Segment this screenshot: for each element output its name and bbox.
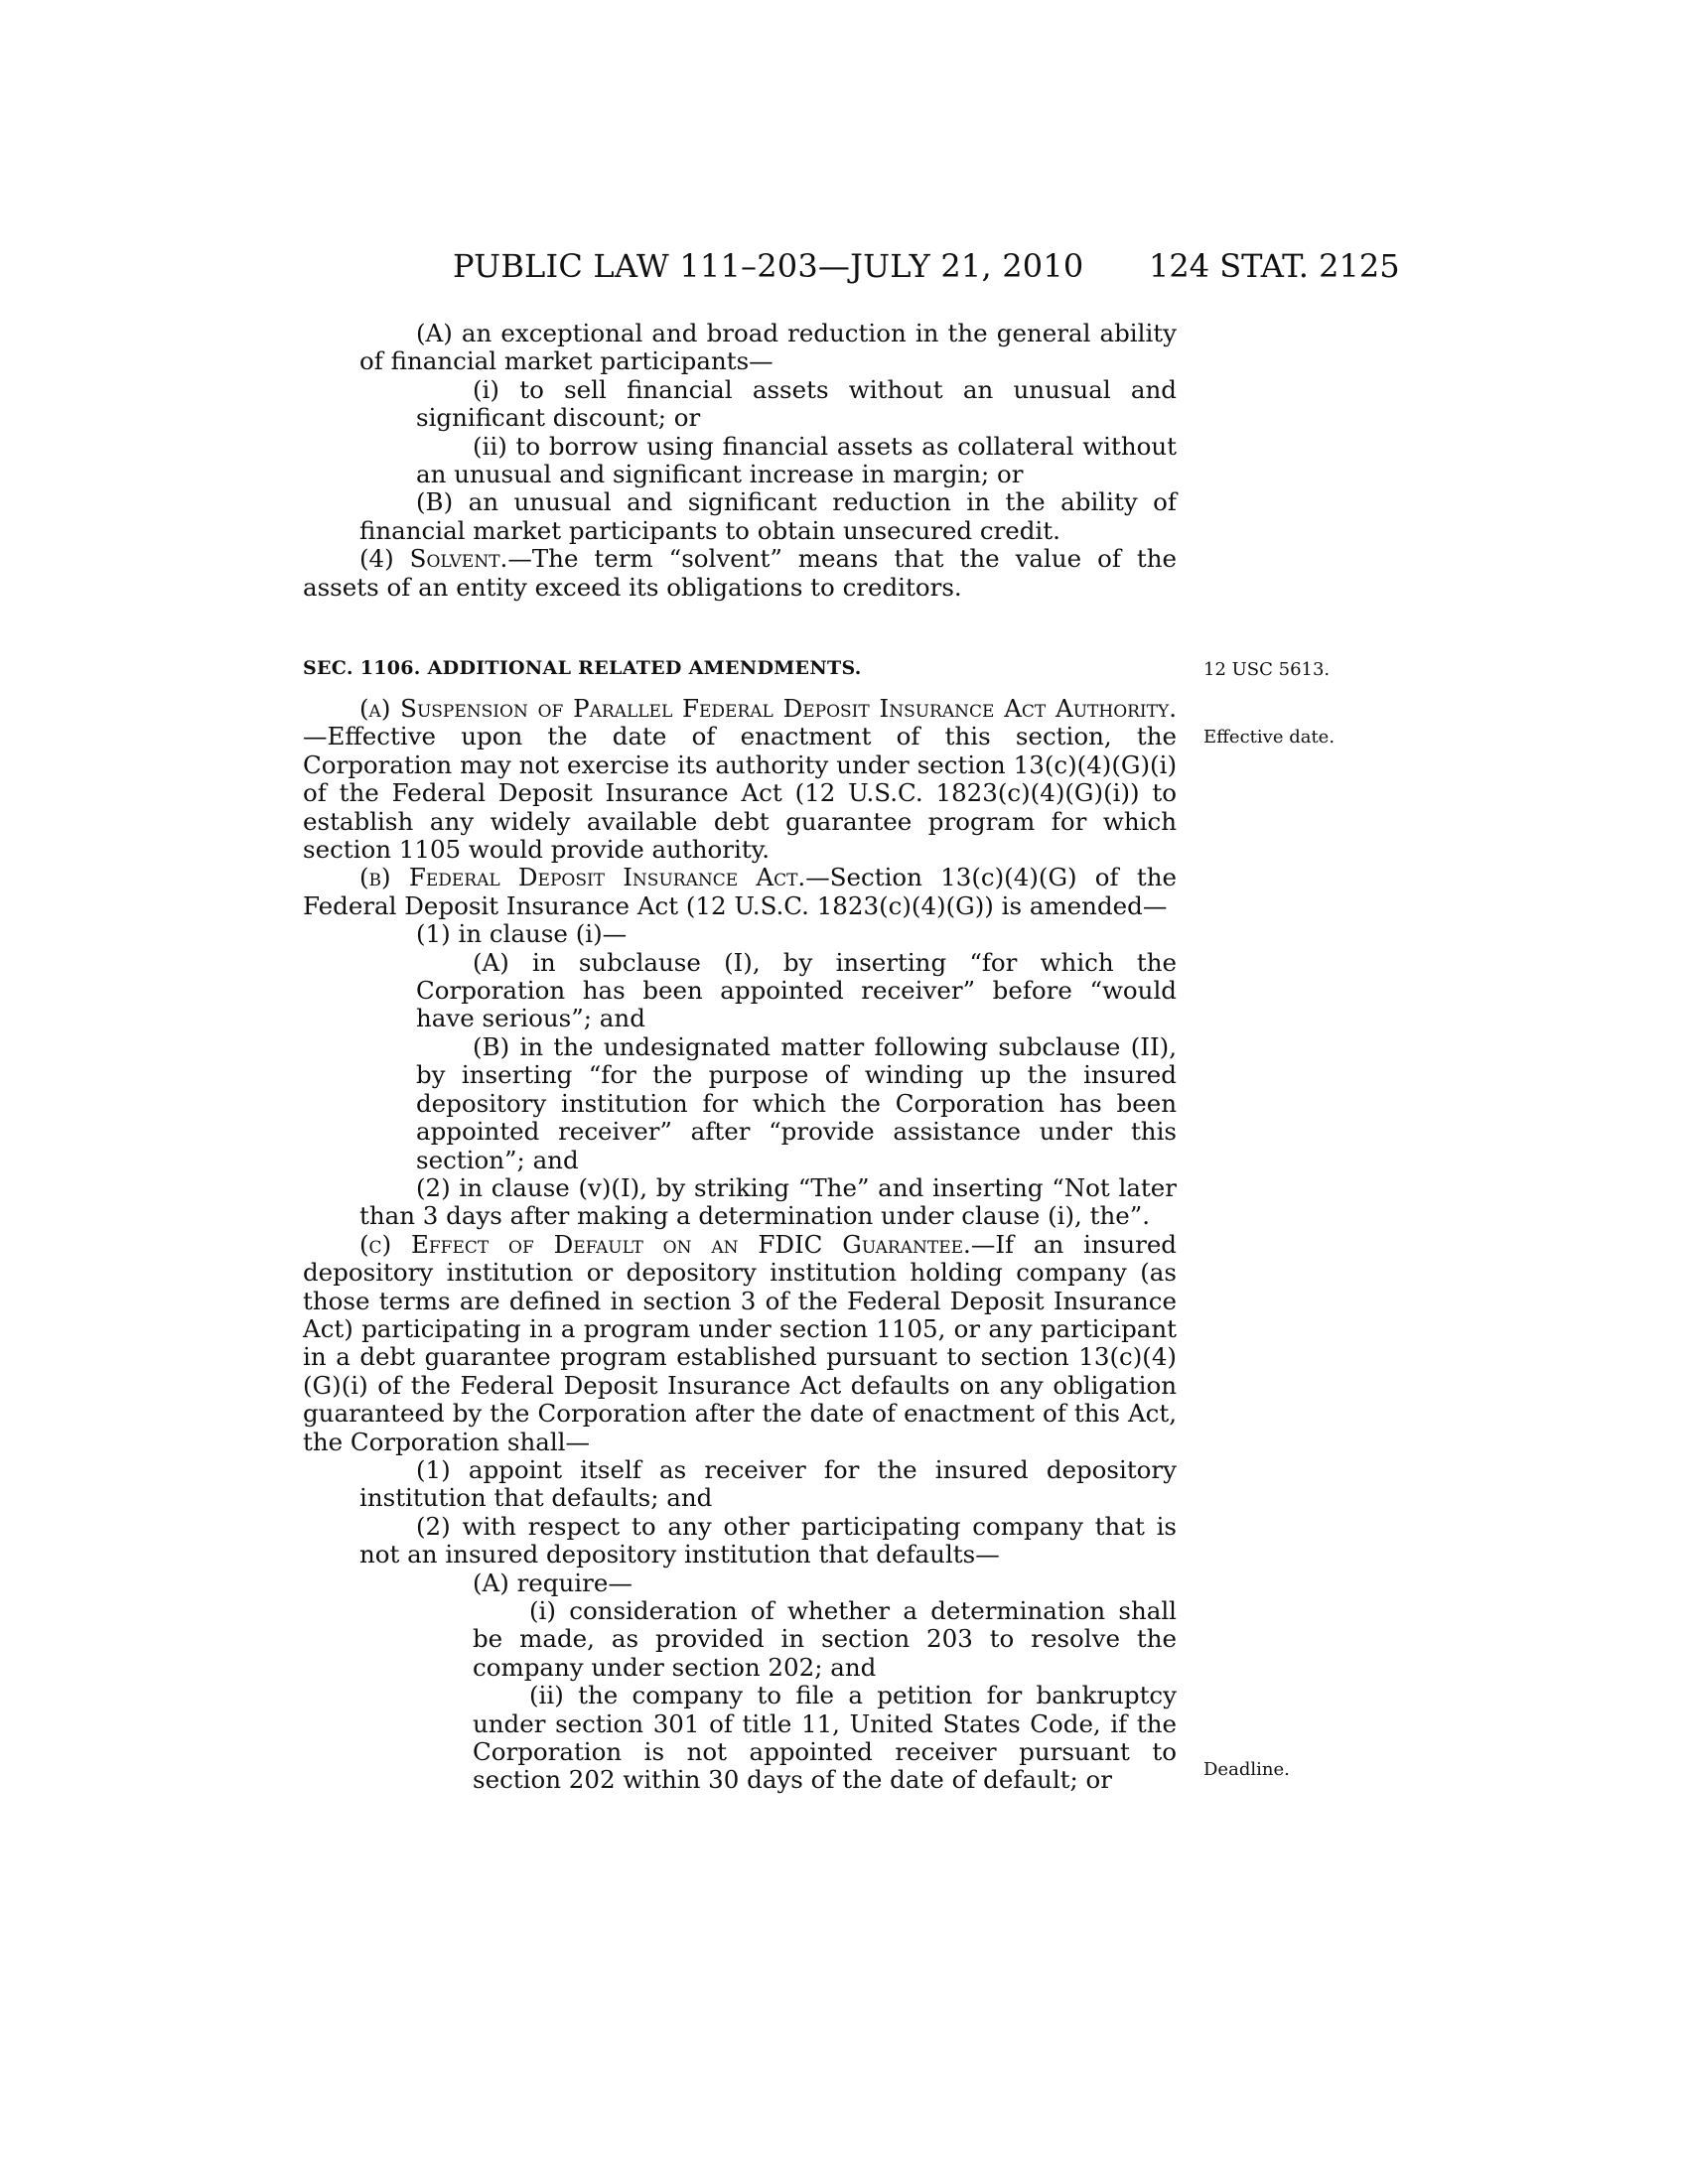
paragraph-b2: (2) in clause (v)(I), by striking “The” and inserting “Not later than 3 days after making a determination under clause (i), the”.	[359, 1172, 1177, 1231]
paragraph-a: (A) an exceptional and broad reduction in the general ability of financial market participants—	[359, 319, 1177, 376]
subsection-b-body: —Section 13(c)(4)(G) of the Federal Deposit Insurance Act (12 U.S.C. 1823(c)(4)(G)) is amended—	[303, 863, 1177, 920]
paragraph-a-i: (i) to sell financial assets without an unusual and significant discount; or	[416, 374, 1177, 433]
margin-note-effective-date: Effective date.	[1203, 727, 1336, 748]
continued-text-block	[303, 320, 1177, 602]
paragraph-c2: (2) with respect to any other participating company that is not an insured depository institution that defaults—	[359, 1511, 1177, 1570]
paragraph-solvent	[303, 545, 1177, 602]
page-header-stat: 124 STAT. 2125	[1149, 247, 1400, 285]
paragraph-a-ii: (ii) to borrow using financial assets as collateral without an unusual and significant increase in margin; or	[416, 431, 1177, 489]
subsection-c-heading: (c) Effect of Default on an FDIC Guarantee.	[359, 1229, 971, 1259]
margin-note-usc: 12 USC 5613.	[1203, 659, 1331, 680]
subsection-b-heading: (b) Federal Deposit Insurance Act.	[359, 863, 806, 892]
paragraph-c1: (1) appoint itself as receiver for the insured depository institution that defaults; and	[359, 1454, 1177, 1513]
paragraph-b1B: (B) in the undesignated matter following subclause (II), by inserting “for the purpose of winding up the insured depository institution for which the Corporation has been appointed receiver” after “provide assistance under this section”; and	[416, 1031, 1177, 1174]
subsection-a-heading: (a) Suspension of Parallel Federal Deposit Insurance Act Authority.	[359, 694, 1177, 723]
subsection-c-body: —If an insured depository institution or depository institution holding company (as those terms are defined in section 3 of the Federal Deposit Insurance Act) participating in a program under section 1105, or any participant in a debt guarantee program established pursuant to section 13(c)(4)(G)(i) of the Federal Deposit Insurance Act defaults on any obligation guaranteed by the Corporation after the date of enactment of this Act, the Corporation shall—	[303, 1229, 1177, 1456]
paragraph-c2A-ii: (ii) the company to file a petition for bankruptcy under section 301 of title 11, United States Code, if the Corporation is not appointed receiver pursuant to section 202 within 30 days of the date of default; or	[473, 1681, 1177, 1795]
subsection-a-body: —Effective upon the date of enactment of this section, the Corporation may not exercise its authority under section 13(c)(4)(G)(i) of the Federal Deposit Insurance Act (12 U.S.C. 1823(c)(4)(G)(i)) to establish any widely available debt guarantee program for which section 1105 would provide authority.	[303, 722, 1177, 865]
paragraph-c2A: (A) require—	[473, 1568, 633, 1597]
paragraph-b1: (1) in clause (i)—	[416, 919, 628, 949]
page-header-title: PUBLIC LAW 111–203—JULY 21, 2010	[453, 247, 1084, 285]
solvent-heading: (4) Solvent.	[359, 544, 508, 574]
paragraph-b: (B) an unusual and significant reduction in the ability of financial market participants to obtain unsecured credit.	[359, 487, 1177, 545]
section-heading: SEC. 1106. ADDITIONAL RELATED AMENDMENTS.	[303, 657, 862, 679]
subsection-c	[303, 1231, 1177, 1456]
subsection-b	[303, 864, 1177, 920]
paragraph-b1A: (A) in subclause (I), by inserting “for which the Corporation has been appointed receiver” before “would have serious”; and	[416, 947, 1177, 1033]
margin-note-deadline: Deadline.	[1203, 1759, 1290, 1780]
section-body	[303, 695, 1177, 1795]
solvent-body: —The term “solvent” means that the value of the assets of an entity exceed its obligations to creditors.	[303, 544, 1177, 602]
subsection-a	[303, 695, 1177, 864]
paragraph-c2A-i: (i) consideration of whether a determination shall be made, as provided in section 203 to resolve the company under section 202; and	[473, 1596, 1177, 1682]
